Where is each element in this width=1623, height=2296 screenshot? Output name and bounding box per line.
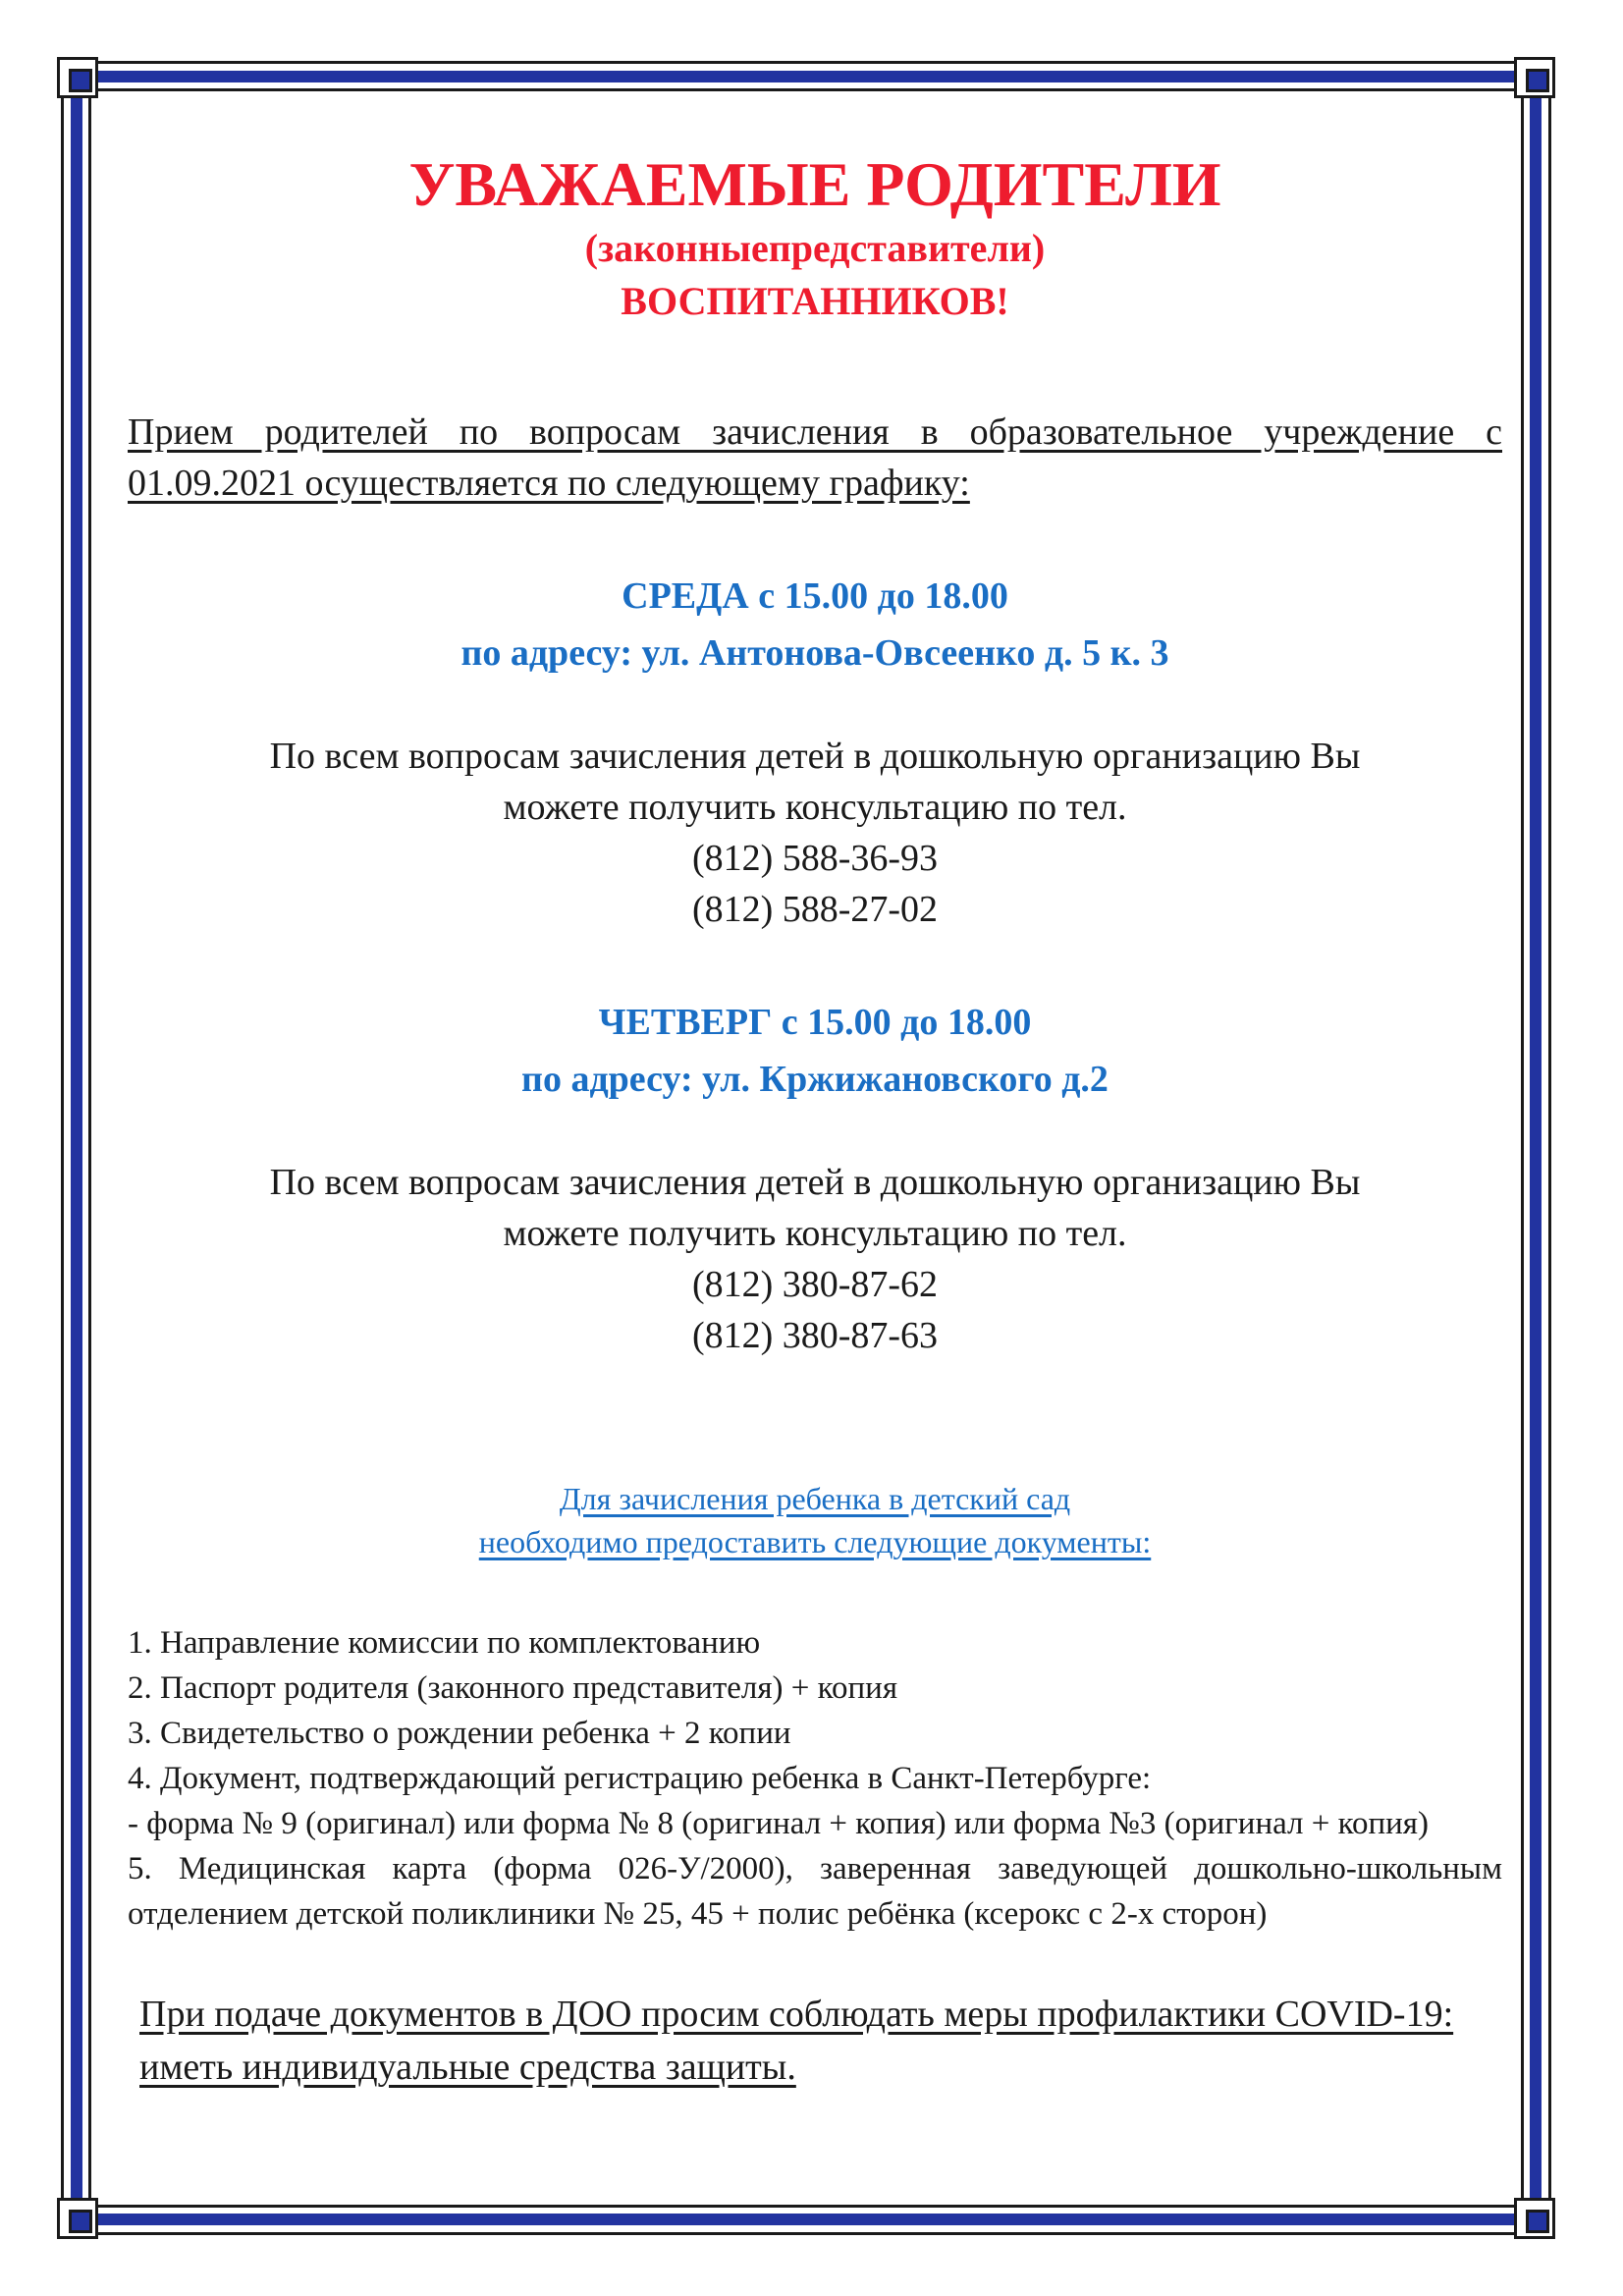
notice-content <box>128 147 1502 2094</box>
list-item: 4. Документ, подтверждающий регистрацию ребенка в Санкт-Петербурге: <box>128 1761 1152 1796</box>
documents-heading <box>128 1477 1502 1563</box>
schedule-day: СРЕДА с 15.00 до 18.00 <box>622 575 1008 617</box>
page-title: УВАЖАЕМЫЕ РОДИТЕЛИ <box>408 149 1221 219</box>
schedule-day: ЧЕТВЕРГ с 15.00 до 18.00 <box>598 1002 1032 1043</box>
list-item: 3. Свидетельство о рождении ребенка + 2 копии <box>128 1716 791 1751</box>
frame-corner-ornament <box>57 57 98 98</box>
page-subtitle: (законныепредставители) <box>584 226 1046 270</box>
schedule-block-wednesday <box>128 568 1502 935</box>
consult-info: можете получить консультацию по тел. <box>503 787 1127 828</box>
frame-corner-ornament <box>57 2198 98 2239</box>
list-item: 5. Медицинская карта (форма 026-У/2000), заверенная заведующей дошкольно-школьным отделением детской поликлиники № 25, 45 + полис ребёнка (ксерокс с 2-х сторон) <box>128 1851 1502 1932</box>
consult-info: По всем вопросам зачисления детей в дошкольную организацию Вы <box>269 1162 1361 1203</box>
frame-corner-ornament <box>1514 2198 1555 2239</box>
consult-info: можете получить консультацию по тел. <box>503 1213 1127 1254</box>
consult-info: По всем вопросам зачисления детей в дошкольную организацию Вы <box>269 736 1361 777</box>
frame-corner-ornament <box>1514 57 1555 98</box>
documents-heading-line: Для зачисления ребенка в детский сад <box>559 1481 1071 1516</box>
phone-number: (812) 380-87-63 <box>691 1315 939 1356</box>
schedule-block-thursday <box>128 994 1502 1361</box>
phone-number: (812) 588-36-93 <box>691 838 939 879</box>
phone-number: (812) 588-27-02 <box>691 889 939 930</box>
schedule-address: по адресу: ул. Кржижановского д.2 <box>521 1059 1109 1100</box>
schedule-address: по адресу: ул. Антонова-Овсеенко д. 5 к. 3 <box>460 632 1169 674</box>
covid-notice: При подаче документов в ДОО просим соблюдать меры профилактики COVID-19: иметь индивидуальные средства защиты. <box>139 1994 1454 2088</box>
list-item: 2. Паспорт родителя (законного представителя) + копия <box>128 1670 897 1706</box>
page-subtitle-2: ВОСПИТАННИКОВ! <box>621 279 1009 323</box>
list-item: 1. Направление комиссии по комплектованию <box>128 1625 761 1661</box>
phone-number: (812) 380-87-62 <box>691 1264 939 1305</box>
documents-heading-line: необходимо предоставить следующие документы: <box>478 1524 1152 1559</box>
list-item: - форма № 9 (оригинал) или форма № 8 (оригинал + копия) или форма №3 (оригинал + копия) <box>128 1806 1429 1841</box>
intro-paragraph: Прием родителей по вопросам зачисления в образовательное учреждение с 01.09.2021 осуществляется по следующему графику: <box>128 411 1502 504</box>
documents-list <box>128 1620 1502 1937</box>
